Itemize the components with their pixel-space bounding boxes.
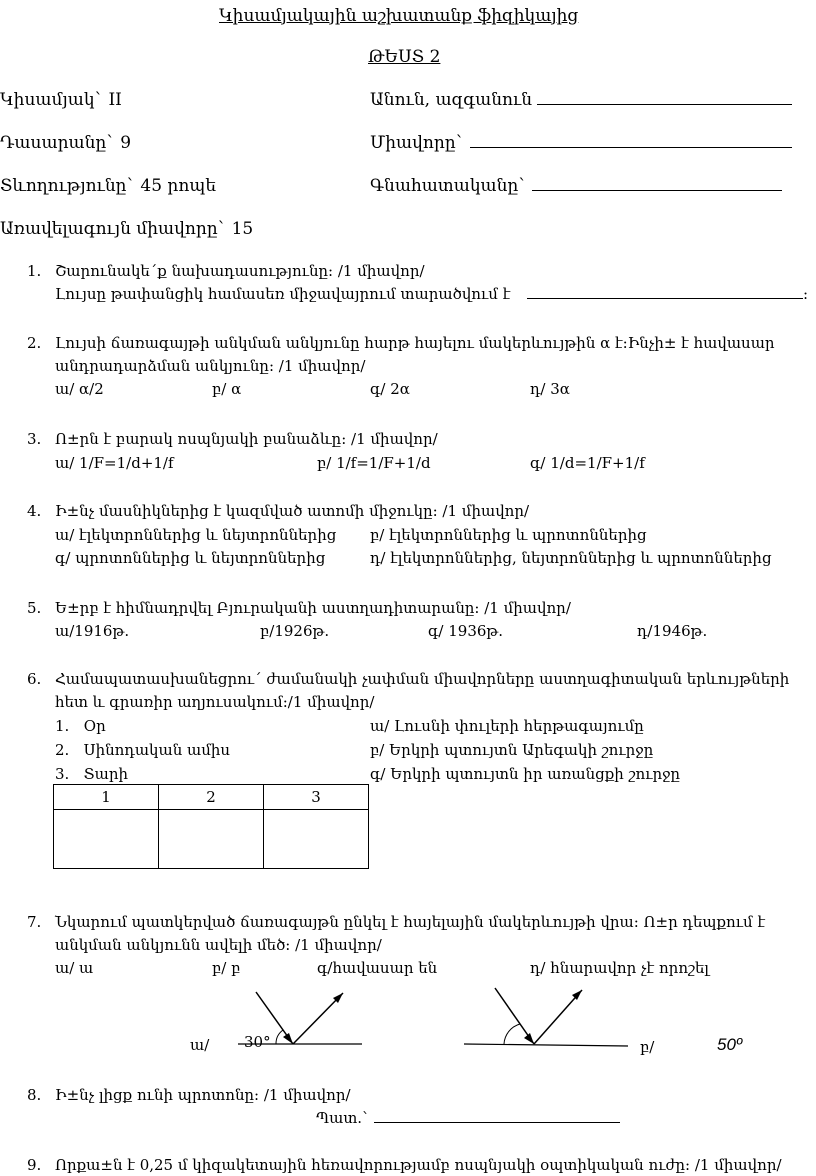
q6-left-2: 2. Սինոդական ամիս [55, 741, 231, 759]
q8-answer-line [374, 1108, 620, 1123]
q8-answer-field[interactable] [316, 1108, 620, 1128]
q1-answer-field[interactable] [527, 284, 808, 304]
q1-text: Շարունակե´ք նախադասությունը: /1 միավոր/ [55, 262, 425, 280]
q6-right-c: գ/ Երկրի պտույտն իր առանցքի շուրջը [370, 765, 681, 783]
q7-option-a[interactable]: ա/ ա [55, 959, 94, 977]
q5-option-a[interactable]: ա/1916թ. [55, 622, 130, 640]
grade-label: Դասարանը` 9 [0, 133, 132, 153]
q6-answer-table [53, 784, 369, 869]
q2-option-b[interactable]: բ/ α [212, 380, 242, 398]
test-variant: ԹԵՍՏ 2 [368, 47, 441, 67]
q4-text: Ի±նչ մասնիկներից է կազմված ատոմի միջուկը: /1 միավոր/ [55, 502, 530, 520]
q6-text-2: հետ և գրառիր աղյուսակում:/1 միավոր/ [55, 693, 375, 711]
points-label: Միավորը` [370, 133, 465, 153]
q6-right-a: ա/ Լուսնի փուլերի հերթագայումը [370, 717, 644, 735]
name-line [537, 90, 792, 105]
q2-option-d[interactable]: դ/ 3α [530, 380, 570, 398]
q1-number: 1. [27, 262, 42, 280]
q5-number: 5. [27, 599, 42, 617]
q8-text: Ի±նչ լիցք ունի պրոտոնը: /1 միավոր/ [55, 1086, 351, 1104]
q4-option-b[interactable]: բ/ էլեկտրոններից և պրոտոններից [370, 526, 647, 544]
q8-number: 8. [27, 1086, 42, 1104]
max-points-label: Առավելագույն միավորը` 15 [0, 219, 254, 239]
fig-b-angle-arc [504, 1024, 520, 1044]
points-line [470, 133, 792, 148]
q6-table-header-2: 2 [159, 785, 264, 810]
page-title: Կիսամյակային աշխատանք ֆիզիկայից [219, 6, 579, 26]
q6-right-b: բ/ Երկրի պտույտն Արեգակի շուրջը [370, 741, 654, 759]
q8-answer-label: Պատ.` [316, 1109, 370, 1127]
q7-text: Նկարում պատկերված ճառագայթն ընկել է հայելային մակերևույթի վրա: Ո±ր դեպքում է [55, 913, 766, 931]
q3-text: Ո±րն է բարակ ոսպնյակի բանաձևը: /1 միավոր/ [55, 430, 438, 448]
q2-number: 2. [27, 334, 42, 352]
points-field[interactable] [370, 133, 792, 153]
q4-option-a[interactable]: ա/ էլեկտրոններից և նեյտրոններից [55, 526, 337, 544]
fig-a-incident-arrowhead [283, 1033, 293, 1044]
q6-text: Համապատասխանեցրու´ ժամանակի չափման միավորները աստղագիտական երևույթների [55, 670, 790, 688]
q7-option-b[interactable]: բ/ բ [212, 959, 241, 977]
q7-reflection-diagram [0, 980, 816, 1070]
q4-option-d[interactable]: դ/ էլեկտրոններից, նեյտրոններից և պրոտոններից [370, 549, 772, 567]
fig-a-reflected-ray [293, 993, 343, 1044]
q6-table-cell-3[interactable] [264, 810, 369, 869]
q7-text-2: անկման անկյունն ավելի մեծ: /1 միավոր/ [55, 936, 382, 954]
q6-left-3: 3. Տարի [55, 765, 129, 783]
q6-table-header-1: 1 [54, 785, 159, 810]
q5-text: Ե±րբ է հիմնադրվել Բյուրականի աստղադիտարանը: /1 միավոր/ [55, 599, 571, 617]
semester-label: Կիսամյակ` II [0, 90, 122, 110]
q2-text-2: անդրադարձման անկյունը: /1 միավոր/ [55, 357, 366, 375]
q9-number: 9. [27, 1156, 42, 1174]
q3-number: 3. [27, 430, 42, 448]
evaluation-field[interactable] [370, 176, 782, 196]
q6-table-header-3: 3 [264, 785, 369, 810]
q4-number: 4. [27, 502, 42, 520]
name-label: Անուն, ազգանուն [370, 90, 533, 110]
q1-answer-line [527, 284, 803, 299]
fig-b-label: բ/ [640, 1038, 655, 1056]
name-field[interactable] [370, 90, 792, 110]
fig-b-mirror [464, 1044, 628, 1046]
q4-option-c[interactable]: գ/ պրոտոններից և նեյտրոններից [55, 549, 326, 567]
q5-option-c[interactable]: գ/ 1936թ. [428, 622, 504, 640]
q7-number: 7. [27, 913, 42, 931]
duration-label: Տևողությունը` 45 րոպե [0, 176, 217, 196]
q3-option-a[interactable]: ա/ 1/F=1/d+1/f [55, 454, 174, 472]
fig-b-reflected-ray [534, 990, 582, 1044]
q1-text-2: Լույսը թափանցիկ համասեռ միջավայրում տարածվում է [55, 285, 511, 303]
q5-option-b[interactable]: բ/1926թ. [260, 622, 330, 640]
q3-option-c[interactable]: գ/ 1/d=1/F+1/f [530, 454, 645, 472]
q7-option-c[interactable]: գ/հավասար են [317, 959, 438, 977]
fig-a-angle: 30° [244, 1033, 271, 1051]
fig-a-angle-arc [276, 1030, 283, 1044]
q5-option-d[interactable]: դ/1946թ. [637, 622, 708, 640]
q6-left-1: 1. Օր [55, 717, 106, 735]
q3-option-b[interactable]: բ/ 1/f=1/F+1/d [317, 454, 431, 472]
q7-option-d[interactable]: դ/ հնարավոր չէ որոշել [530, 959, 709, 977]
q6-table-cell-1[interactable] [54, 810, 159, 869]
q2-text: Լույսի ճառագայթի անկման անկյունը հարթ հայելու մակերևույթին α է:Ինչի± է հավասար [55, 334, 775, 352]
fig-b-angle: 50º [717, 1035, 743, 1054]
evaluation-label: Գնահատականը` [370, 176, 527, 196]
q6-number: 6. [27, 670, 42, 688]
q2-option-a[interactable]: ա/ α/2 [55, 380, 104, 398]
fig-b-incident-arrowhead [524, 1033, 534, 1044]
q1-end: : [803, 285, 809, 303]
fig-a-label: ա/ [190, 1036, 210, 1054]
evaluation-line [532, 176, 782, 191]
q6-table-cell-2[interactable] [159, 810, 264, 869]
q2-option-c[interactable]: գ/ 2α [370, 380, 410, 398]
q9-text: Որքա±ն է 0,25 մ կիզակետային հեռավորությամբ ոսպնյակի օպտիկական ուժը: /1 միավոր/ [55, 1156, 782, 1174]
